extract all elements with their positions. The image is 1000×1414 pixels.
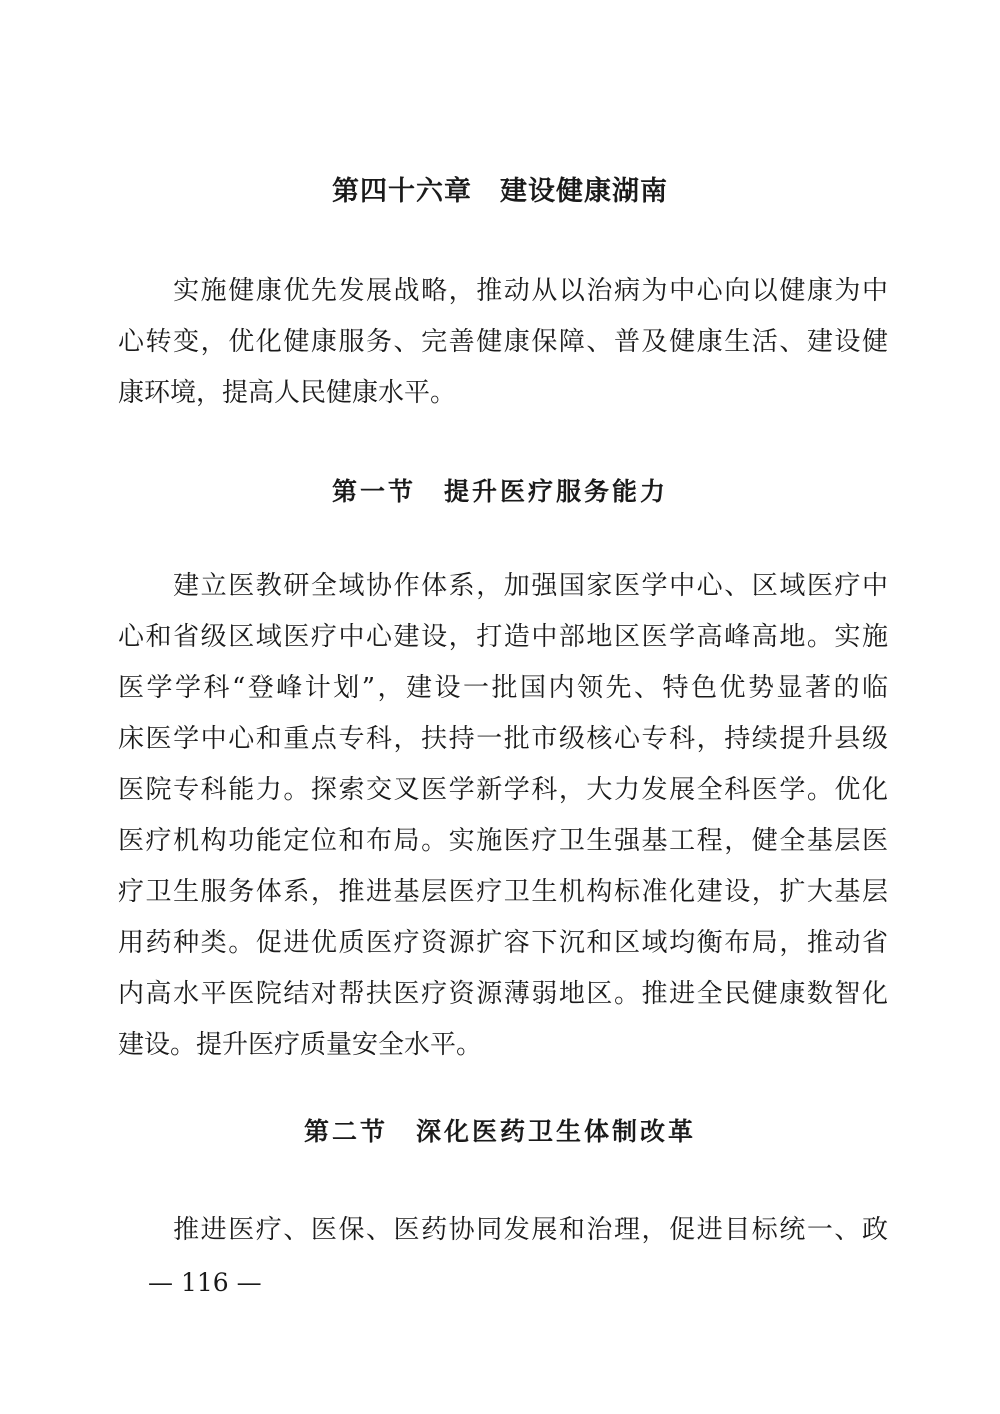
chapter-title: 第四十六章 建设健康湖南 xyxy=(332,176,668,207)
paragraph-line: 医院专科能力。探索交叉医学新学科，大力发展全科医学。优化 xyxy=(118,775,888,805)
paragraph-line: 心转变，优化健康服务、完善健康保障、普及健康生活、建设健 xyxy=(118,327,888,357)
paragraph-line: 康环境，提高人民健康水平。 xyxy=(118,378,457,408)
paragraph-line: 建设。提升医疗质量安全水平。 xyxy=(118,1030,483,1060)
paragraph-line: 推进医疗、医保、医药协同发展和治理，促进目标统一、政 xyxy=(118,1215,888,1245)
section-1-title: 第一节 提升医疗服务能力 xyxy=(331,477,668,506)
paragraph-line: 内高水平医院结对帮扶医疗资源薄弱地区。推进全民健康数智化 xyxy=(118,979,888,1009)
paragraph-line: 实施健康优先发展战略，推动从以治病为中心向以健康为中 xyxy=(118,276,888,306)
paragraph-line: 疗卫生服务体系，推进基层医疗卫生机构标准化建设，扩大基层 xyxy=(118,877,888,907)
paragraph-line: 用药种类。促进优质医疗资源扩容下沉和区域均衡布局，推动省 xyxy=(118,928,888,958)
section-2-paragraph xyxy=(118,1205,888,1256)
paragraph-line: 建立医教研全域协作体系，加强国家医学中心、区域医疗中 xyxy=(118,571,888,601)
paragraph-line: 床医学中心和重点专科，扶持一批市级核心专科，持续提升县级 xyxy=(118,724,888,754)
section-2-title: 第二节 深化医药卫生体制改革 xyxy=(303,1117,696,1146)
paragraph-line: 医疗机构功能定位和布局。实施医疗卫生强基工程，健全基层医 xyxy=(118,826,888,856)
page-number: — 116 — xyxy=(148,1268,262,1297)
paragraph-line: 医学学科“登峰计划”，建设一批国内领先、特色优势显著的临 xyxy=(118,673,888,703)
paragraph-line: 心和省级区域医疗中心建设，打造中部地区医学高峰高地。实施 xyxy=(118,622,888,652)
intro-paragraph xyxy=(118,266,888,419)
section-1-paragraph xyxy=(118,561,888,1071)
